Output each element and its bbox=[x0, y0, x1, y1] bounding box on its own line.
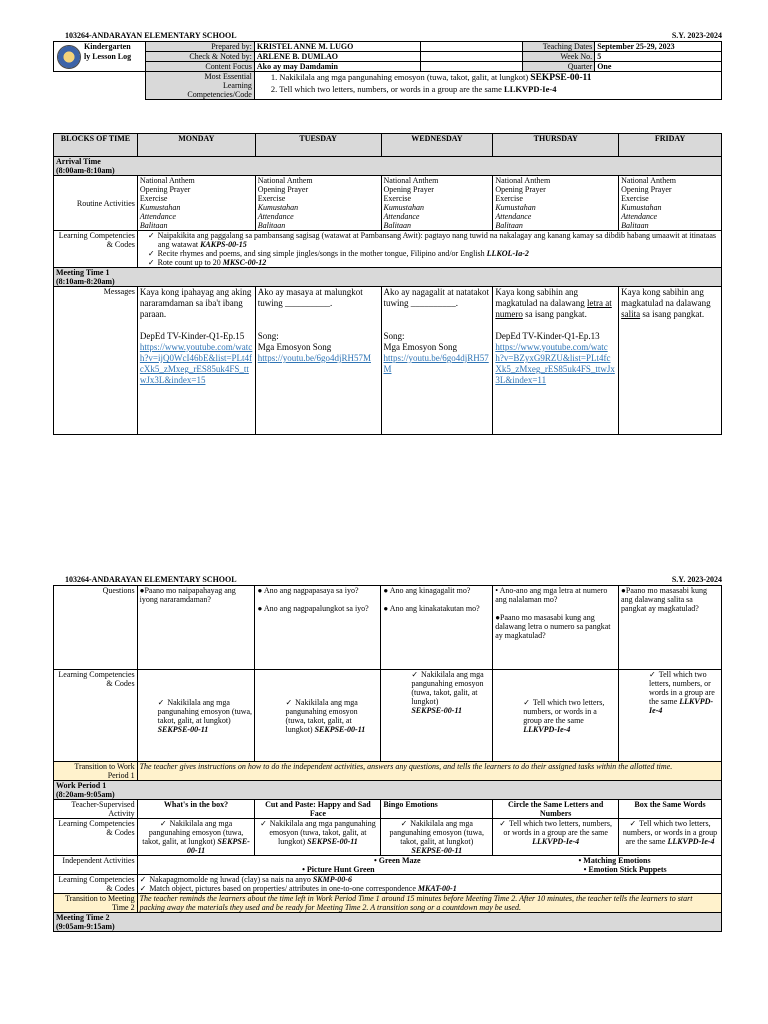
routine-item: Balitaan bbox=[621, 221, 649, 230]
blocks-header: BLOCKS OF TIME bbox=[54, 134, 138, 157]
routine-item: Attendance bbox=[621, 212, 658, 221]
monday-header: MONDAY bbox=[137, 134, 255, 157]
content-focus-value: Ako ay may Damdamin bbox=[254, 62, 420, 72]
meeting2-section-header: Meeting Time 2 (9:05am-9:15am) bbox=[54, 913, 722, 932]
routine-item: Exercise bbox=[383, 194, 412, 203]
tsa-fri: Box the Same Words bbox=[619, 800, 722, 819]
routine-item: National Anthem bbox=[257, 176, 313, 185]
arrival-lc-1: ✓ Naipakikita ang paggalang sa pambansang sagisag (watawat at Pambansang Awit): pagtayo nang tuwid na nakalagay ang kanang kamay sa dibdib habang umaawit at itinataas ang watawat KAKPS-00-15 bbox=[158, 231, 719, 249]
questions-label: Questions bbox=[54, 586, 138, 670]
lc-wed: ✓ Nakikilala ang mga pangunahing emosyon (tuwa, takot, galit, at lungkot) SEKPSE-00-11 bbox=[381, 670, 493, 762]
message-thu: Kaya kong sabihin ang magkatulad na dalawang letra at numero sa isang pangkat. DepEd TV-Kinder-Q1-Ep.13 https://www.youtube.com/watch?v=BZyxG9RZU&list=PLt4fcXk5_zMxeg_rES85uk4FS_ttwJx3L&index=11 bbox=[493, 287, 619, 435]
link-wed[interactable]: https://youtu.be/6go4djRH57M bbox=[383, 353, 489, 374]
work1-lc-label: Learning Competencies & Codes bbox=[54, 819, 138, 856]
routine-item: National Anthem bbox=[495, 176, 551, 185]
quarter-value: One bbox=[595, 62, 722, 72]
mec-content bbox=[254, 72, 721, 100]
routine-item: Exercise bbox=[139, 194, 168, 203]
routine-item: Kumustahan bbox=[257, 203, 299, 212]
deped-seal-icon bbox=[57, 45, 81, 69]
routine-item: Opening Prayer bbox=[621, 185, 672, 194]
tsa-tue: Cut and Paste: Happy and Sad Face bbox=[255, 800, 381, 819]
routine-item: Kumustahan bbox=[383, 203, 424, 212]
routine-item: National Anthem bbox=[621, 176, 676, 185]
meeting1-section-header: Meeting Time 1 (8:10am-8:20am) bbox=[54, 268, 722, 287]
friday-header: FRIDAY bbox=[619, 134, 722, 157]
lc-mon: ✓ Nakikilala ang mga pangunahing emosyon (tuwa, takot, galit, at lungkot) SEKPSE-00-11 bbox=[137, 670, 255, 762]
lc-fri: ✓ Tell which two letters, numbers, or words in a group are the same LLKVPD-Ie-4 bbox=[619, 670, 722, 762]
routine-item: Balitaan bbox=[495, 221, 523, 230]
arrival-lc-content bbox=[137, 231, 721, 268]
ia-item-3: • Picture Hunt Green bbox=[302, 865, 375, 874]
routine-item: Exercise bbox=[257, 194, 286, 203]
ia-content bbox=[137, 856, 721, 875]
routine-item: Opening Prayer bbox=[139, 185, 191, 194]
work1-lc2-item-1: ✓ Nakapagmomolde ng luwad (clay) sa nais na anyo SKMP-00-6 bbox=[140, 875, 719, 884]
routine-item: Opening Prayer bbox=[257, 185, 309, 194]
question-wed: ● Ano ang kinagagalit mo? ● Ano ang kinakatakutan mo? bbox=[381, 586, 493, 670]
week-label: Week No. bbox=[523, 52, 595, 62]
work1-lc-thu: ✓ Tell which two letters, numbers, or words in a group are the same LLKVPD-Ie-4 bbox=[493, 819, 619, 856]
link-tue[interactable]: https://youtu.be/6go4djRH57M bbox=[257, 353, 371, 363]
message-tue: Ako ay masaya at malungkot tuwing __________. Song: Mga Emosyon Song https://youtu.be/6go4djRH57M bbox=[255, 287, 381, 435]
page-header bbox=[65, 31, 722, 40]
work1-lc-tue: ✓ Nakikilala ang mga pangunahing emosyon (tuwa, takot, galit, at lungkot) SEKPSE-00-11 bbox=[255, 819, 381, 856]
message-fri: Kaya kong sabihin ang magkatulad na dalawang salita sa isang pangkat. bbox=[619, 287, 722, 435]
routine-label: Routine Activities bbox=[54, 176, 138, 231]
teaching-dates-value: September 25-29, 2023 bbox=[595, 42, 722, 52]
lc-thu: ✓ Tell which two letters, numbers, or words in a group are the same LLKVPD-Ie-4 bbox=[493, 670, 619, 762]
link-mon[interactable]: https://www.youtube.com/watch?v=ijQ0WcI46bE&list=PLt4fcXk5_zMxeg_rES85uk4FS_ttwJx3L&index=15 bbox=[139, 342, 253, 385]
content-focus-label: Content Focus bbox=[145, 62, 254, 72]
work1-lc-mon: ✓ Nakikilala ang mga pangunahing emosyon (tuwa, takot, galit, at lungkot) SEKPSE-00-11 bbox=[137, 819, 255, 856]
ia-item-2: • Matching Emotions bbox=[578, 856, 651, 865]
routine-item: National Anthem bbox=[383, 176, 439, 185]
routine-item: Kumustahan bbox=[621, 203, 662, 212]
lesson-table-2 bbox=[53, 585, 722, 932]
log-title-line2: ly Lesson Log bbox=[84, 52, 132, 61]
work1-lc2-item-2: ✓ Match object, pictures based on properties/ attributes in one-to-one correspondence MKAT-00-1 bbox=[140, 884, 719, 893]
question-mon: ●Paano mo naipapahayag ang iyong nararamdaman? bbox=[137, 586, 255, 670]
mec-label: Most Essential Learning Competencies/Code bbox=[145, 72, 254, 100]
quarter-label: Quarter bbox=[523, 62, 595, 72]
transition1-text: The teacher gives instructions on how to do the independent activities, answers any questions, and tells the learners to do their assigned tasks within the allotted time. bbox=[137, 762, 721, 781]
arrival-section-header: Arrival Time (8:00am-8:10am) bbox=[54, 157, 722, 176]
arrival-lc-label: Learning Competencies & Codes bbox=[54, 231, 138, 268]
routine-item: Attendance bbox=[495, 212, 532, 221]
routine-mon bbox=[137, 176, 255, 231]
routine-item: Attendance bbox=[383, 212, 420, 221]
message-wed: Ako ay nagagalit at natatakot tuwing __________. Song: Mga Emosyon Song https://youtu.be/6go4djRH57M bbox=[381, 287, 493, 435]
work1-lc-fri: ✓ Tell which two letters, numbers, or words in a group are the same LLKVPD-Ie-4 bbox=[619, 819, 722, 856]
info-table bbox=[53, 41, 722, 100]
teaching-dates-label: Teaching Dates bbox=[523, 42, 595, 52]
transition1-label: Transition to Work Period 1 bbox=[54, 762, 138, 781]
transition2-text: The teacher reminds the learners about the time left in Work Period Time 1 around 15 minutes before Meeting Time 2. After 10 minutes, the teacher tells the learners to start packing away the materials they used and be ready for Meeting Time 2. A transition song or a countdown may be used. bbox=[137, 894, 721, 913]
routine-item: Balitaan bbox=[257, 221, 286, 230]
routine-fri bbox=[619, 176, 722, 231]
work1-section-header: Work Period 1 (8:20am-9:05am) bbox=[54, 781, 722, 800]
link-thu[interactable]: https://www.youtube.com/watch?v=BZyxG9RZU&list=PLt4fcXk5_zMxeg_rES85uk4FS_ttwJx3L&index=11 bbox=[495, 342, 615, 385]
week-value: 5 bbox=[595, 52, 722, 62]
routine-item: National Anthem bbox=[139, 176, 195, 185]
work1-lc2-content bbox=[137, 875, 721, 894]
lc-tue: ✓ Nakikilala ang mga pangunahing emosyon (tuwa, takot, galit, at lungkot) SEKPSE-00-11 bbox=[255, 670, 381, 762]
ia-label: Independent Activities bbox=[54, 856, 138, 875]
question-fri: ●Paano mo masasabi kung ang dalawang salita sa pangkat ay magkatulad? bbox=[619, 586, 722, 670]
routine-thu bbox=[493, 176, 619, 231]
prepared-by-label: Prepared by: bbox=[145, 42, 254, 52]
page-2 bbox=[0, 572, 768, 1024]
routine-item: Attendance bbox=[139, 212, 176, 221]
school-name-2: 103264-ANDARAYAN ELEMENTARY SCHOOL bbox=[65, 575, 237, 584]
mec-item-2: 2. Tell which two letters, numbers, or words in a group are the same LLKVPD-Ie-4 bbox=[270, 84, 557, 94]
school-year-2: S.Y. 2023-2024 bbox=[671, 575, 722, 584]
tuesday-header: TUESDAY bbox=[255, 134, 381, 157]
tsa-wed: Bingo Emotions bbox=[381, 800, 493, 819]
question-thu: • Ano-ano ang mga letra at numero ang nalalaman mo? ●Paano mo masasabi kung ang dalawang letra o numero sa pangkat ay magkatulad? bbox=[493, 586, 619, 670]
arrival-lc-2: ✓ Recite rhymes and poems, and sing simple jingles/songs in the mother tongue, Filipino and/or English LLKOL-Ia-2 bbox=[158, 249, 719, 258]
ia-item-4: • Emotion Stick Puppets bbox=[583, 865, 667, 874]
tsa-mon: What's in the box? bbox=[137, 800, 255, 819]
checked-by-value: ARLENE B. DUMLAO bbox=[254, 52, 420, 62]
arrival-lc-3: ✓ Rote count up to 20 MKSC-00-12 bbox=[158, 258, 719, 267]
transition2-label: Transition to Meeting Time 2 bbox=[54, 894, 138, 913]
page-1 bbox=[0, 0, 768, 505]
work1-lc-wed: ✓ Nakikilala ang mga pangunahing emosyon (tuwa, takot, galit, at lungkot) SEKPSE-00-11 bbox=[381, 819, 493, 856]
log-title-cell bbox=[54, 42, 146, 72]
lesson-table-1 bbox=[53, 133, 722, 435]
routine-tue bbox=[255, 176, 381, 231]
routine-item: Balitaan bbox=[383, 221, 412, 230]
messages-label: Messages bbox=[54, 287, 138, 435]
routine-item: Exercise bbox=[495, 194, 523, 203]
mec-item-1: 1. Nakikilala ang mga pangunahing emosyon (tuwa, takot, galit, at lungkot) SEKPSE-00-11 bbox=[270, 72, 592, 83]
prepared-by-value: KRISTEL ANNE M. LUGO bbox=[254, 42, 420, 52]
routine-item: Kumustahan bbox=[139, 203, 181, 212]
routine-item: Kumustahan bbox=[495, 203, 536, 212]
lc-row-label: Learning Competencies & Codes bbox=[54, 670, 138, 762]
tsa-thu: Circle the Same Letters and Numbers bbox=[493, 800, 619, 819]
page-header-2 bbox=[65, 575, 722, 584]
log-title-line1: Kindergarten bbox=[84, 42, 131, 51]
message-mon: Kaya kong ipahayag ang aking nararamdaman sa iba't ibang paraan. DepEd TV-Kinder-Q1-Ep.15 https://www.youtube.com/watch?v=ijQ0WcI46bE&list=PLt4fcXk5_zMxeg_rES85uk4FS_ttwJx3L&index=15 bbox=[137, 287, 255, 435]
routine-item: Attendance bbox=[257, 212, 294, 221]
school-name: 103264-ANDARAYAN ELEMENTARY SCHOOL bbox=[65, 31, 237, 40]
routine-item: Opening Prayer bbox=[495, 185, 546, 194]
thursday-header: THURSDAY bbox=[493, 134, 619, 157]
routine-item: Opening Prayer bbox=[383, 185, 434, 194]
work1-lc2-label: Learning Competencies & Codes bbox=[54, 875, 138, 894]
question-tue: ● Ano ang nagpapasaya sa iyo? ● Ano ang nagpapalungkot sa iyo? bbox=[255, 586, 381, 670]
routine-item: Balitaan bbox=[139, 221, 168, 230]
school-year: S.Y. 2023-2024 bbox=[671, 31, 722, 40]
routine-wed bbox=[381, 176, 493, 231]
tsa-label: Teacher-Supervised Activity bbox=[54, 800, 138, 819]
checked-by-label: Check & Noted by: bbox=[145, 52, 254, 62]
ia-item-1: • Green Maze bbox=[373, 856, 421, 865]
routine-item: Exercise bbox=[621, 194, 649, 203]
wednesday-header: WEDNESDAY bbox=[381, 134, 493, 157]
